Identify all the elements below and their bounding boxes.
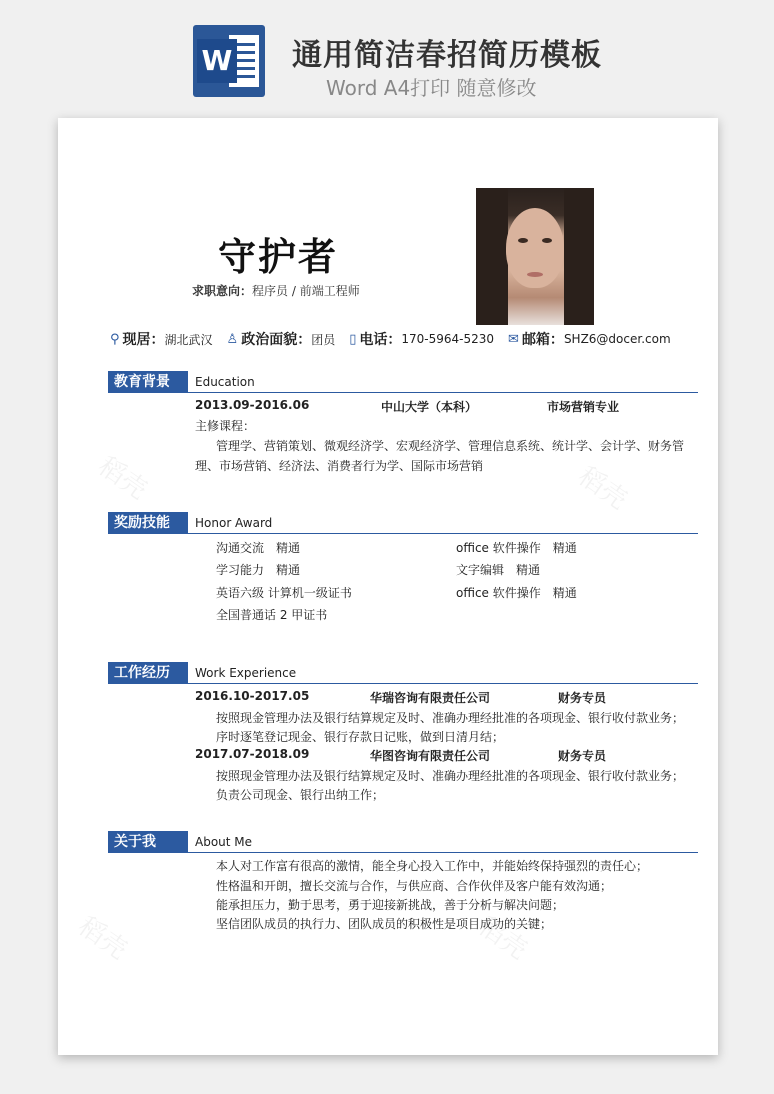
job-period: 2017.07-2018.09 [195,747,310,761]
word-icon [193,25,265,97]
job-intent-label: 求职意向： [192,284,253,298]
email-value[interactable]: SHZ6@docer.com [563,332,671,346]
location-label: 现居： [122,332,165,348]
location-value: 湖北武汉 [164,332,213,347]
email-label: 邮箱： [521,332,564,348]
award-item: office 软件操作 精通 [456,541,577,555]
politics-value: 团员 [311,332,336,347]
profile-photo [476,188,594,325]
about-line: 性格温和开朗，擅长交流与合作，与供应商、合作伙伴及客户能有效沟通； [216,879,613,893]
phone-label: 电话： [359,332,402,348]
mail-icon: ✉ [508,331,519,347]
watermark: 稻壳 [572,461,633,516]
politics-label: 政治面貌： [241,332,312,348]
job-duty: 负责公司现金、银行出纳工作； [216,788,385,802]
watermark: 稻壳 [472,911,533,966]
section-divider [188,533,698,534]
section-education-en: Education [195,375,255,389]
section-about-en: About Me [195,835,253,849]
candidate-name: 守护者 [218,235,339,279]
award-item: 学习能力 精通 [216,563,301,577]
job-intent [192,282,360,299]
top-banner [0,0,774,118]
job-role: 财务专员 [558,691,607,705]
section-awards-title: 奖励技能 [108,512,188,534]
job-period: 2016.10-2017.05 [195,689,310,703]
job-duty: 按照现金管理办法及银行结算规定及时、准确办理经批准的各项现金、银行收付款业务； [216,769,685,783]
location-pin-icon: ⚲ [110,331,120,347]
education-school: 中山大学（本科） [381,400,478,414]
award-item: 全国普通话 2 甲证书 [216,608,328,622]
job-role: 财务专员 [558,749,607,763]
courses-line: 管理学、营销策划、微观经济学、宏观经济学、管理信息系统、统计学、会计学、财务管 [216,439,685,453]
award-item: 沟通交流 精通 [216,541,301,555]
about-line: 坚信团队成员的执行力、团队成员的积极性是项目成功的关键； [216,917,553,931]
section-awards-en: Honor Award [195,516,273,530]
education-period: 2013.09-2016.06 [195,398,310,412]
job-intent-value: 程序员 / 前端工程师 [252,284,360,298]
about-line: 本人对工作富有很高的激情，能全身心投入工作中，并能始终保持强烈的责任心； [216,859,649,873]
resume-page [58,118,718,1055]
section-education-title: 教育背景 [108,371,188,393]
about-line: 能承担压力，勤于思考，勇于迎接新挑战，善于分析与解决问题； [216,898,565,912]
section-work-title: 工作经历 [108,662,188,684]
watermark: 稻壳 [72,911,133,966]
phone-value: 170-5964-5230 [401,332,495,346]
courses-line: 理、市场营销、经济法、消费者行为学、国际市场营销 [195,459,484,473]
job-duty: 按照现金管理办法及银行结算规定及时、准确办理经批准的各项现金、银行收付款业务； [216,711,685,725]
watermark: 稻壳 [92,451,153,506]
courses-label: 主修课程： [195,419,256,433]
template-title: 通用简洁春招简历模板 [292,38,602,73]
award-item: 英语六级 计算机一级证书 [216,586,352,600]
section-divider [188,683,698,684]
education-major: 市场营销专业 [547,400,620,414]
job-company: 华图咨询有限责任公司 [370,749,491,763]
section-work-en: Work Experience [195,666,297,680]
job-company: 华瑞咨询有限责任公司 [370,691,491,705]
phone-icon: ▯ [349,331,357,347]
section-divider [188,392,698,393]
template-subtitle: Word A4打印 随意修改 [326,76,537,100]
person-icon: ♙ [226,331,239,347]
job-duty: 序时逐笔登记现金、银行存款日记账，做到日清月结； [216,730,505,744]
word-logo-letter: W [197,39,237,83]
section-divider [188,852,698,853]
section-about-title: 关于我 [108,831,188,853]
award-item: office 软件操作 精通 [456,586,577,600]
award-item: 文字编辑 精通 [456,563,541,577]
contact-bar [110,329,671,349]
